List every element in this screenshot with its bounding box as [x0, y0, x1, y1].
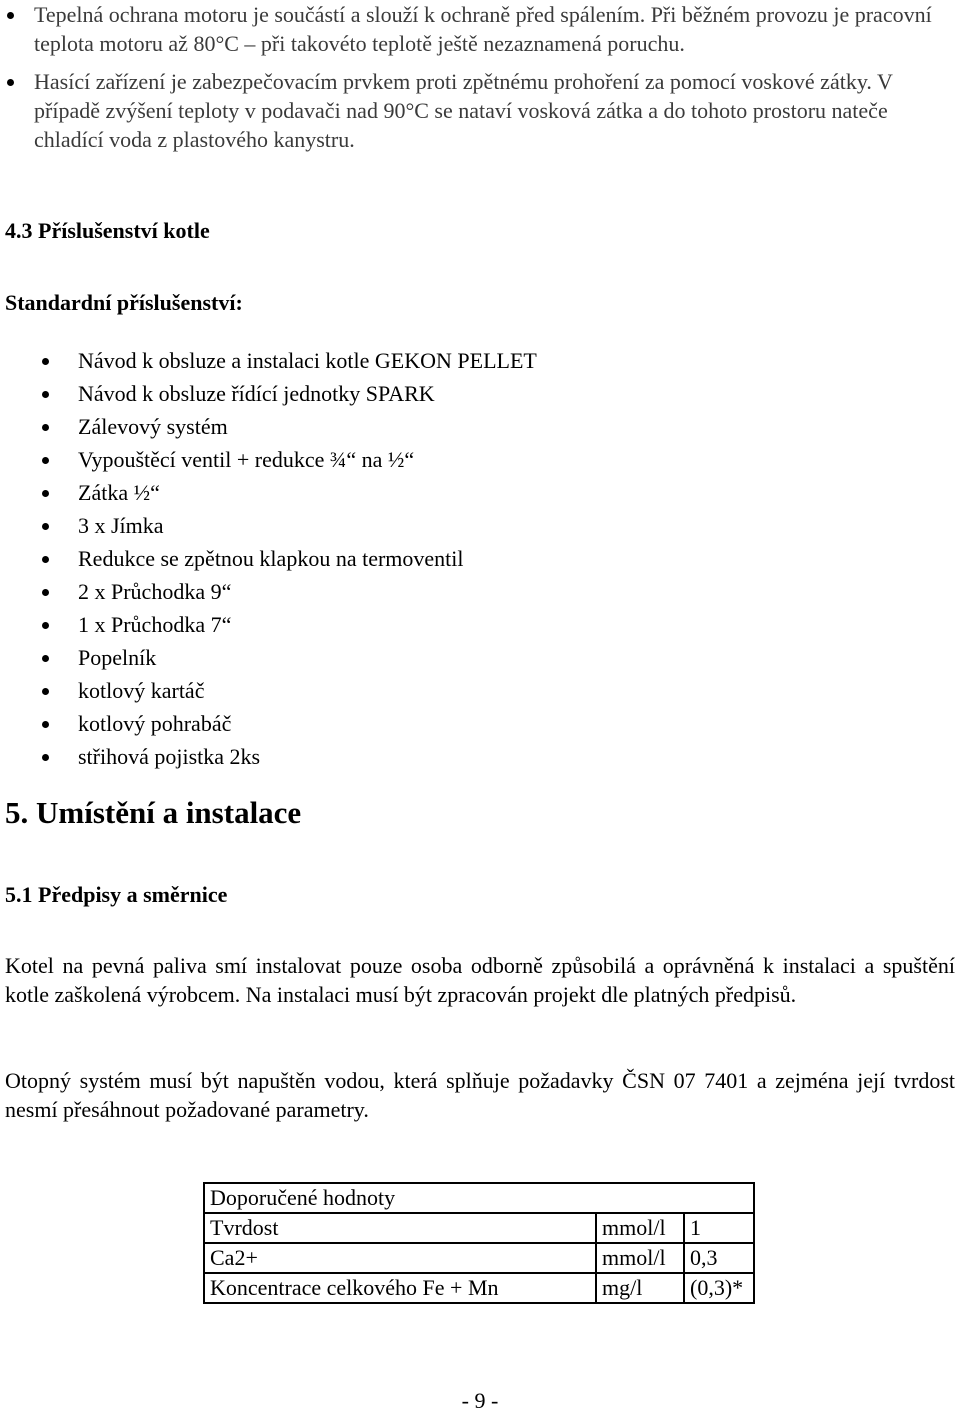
- accessories-list: [0, 346, 960, 775]
- page-number: - 9 -: [461, 1388, 499, 1413]
- list-item: Zálevový systém: [0, 412, 960, 445]
- list-item: kotlový kartáč: [0, 676, 960, 709]
- table-cell-name: Koncentrace celkového Fe + Mn: [204, 1273, 596, 1303]
- table-cell-name: Ca2+: [204, 1243, 596, 1273]
- table-cell-value: 0,3: [684, 1243, 754, 1273]
- list-item: Tepelná ochrana motoru je součástí a slouží k ochraně před spálením. Při běžném provozu je pracovní teplota motoru až 80°C – při takovéto teplotě ještě nezaznamená poruchu.: [0, 0, 960, 58]
- list-item: Hasící zařízení je zabezpečovacím prvkem proti zpětnému prohoření za pomocí voskové zátky. V případě zvýšení teploty v podavači nad 90°C se nataví vosková zátka a do tohoto prostoru nateče chladící voda z plastového kanystru.: [0, 67, 960, 154]
- paragraph-water-quality: Otopný systém musí být napuštěn vodou, která splňuje požadavky ČSN 07 7401 a zejména její tvrdost nesmí přesáhnout požadované parametry.: [5, 1068, 955, 1122]
- list-item: Redukce se zpětnou klapkou na termoventil: [0, 544, 960, 577]
- table-row: [204, 1243, 754, 1273]
- table-cell-unit: mg/l: [596, 1273, 684, 1303]
- intro-bullet-list: [0, 0, 960, 154]
- table-row: [204, 1273, 754, 1303]
- table-cell-unit: mmol/l: [596, 1243, 684, 1273]
- table-cell-unit: mmol/l: [596, 1213, 684, 1243]
- paragraph-installation: Kotel na pevná paliva smí instalovat pouze osoba odborně způsobilá a oprávněná k instalaci a spuštění kotle zaškolená výrobcem. Na instalaci musí být zpracován projekt dle platných předpisů.: [5, 953, 955, 1007]
- table-cell-name: Tvrdost: [204, 1213, 596, 1243]
- list-item: Vypouštěcí ventil + redukce ¾“ na ½“: [0, 445, 960, 478]
- list-item: Zátka ½“: [0, 478, 960, 511]
- subheading-standard-accessories: Standardní příslušenství:: [5, 290, 243, 315]
- list-item: Návod k obsluze řídící jednotky SPARK: [0, 379, 960, 412]
- list-item: střihová pojistka 2ks: [0, 742, 960, 775]
- section-heading-4-3: 4.3 Příslušenství kotle: [5, 218, 210, 243]
- table-header-row: [204, 1183, 754, 1213]
- table-row: [204, 1213, 754, 1243]
- table-cell-value: 1: [684, 1213, 754, 1243]
- list-item: 3 x Jímka: [0, 511, 960, 544]
- list-item: Popelník: [0, 643, 960, 676]
- recommended-values-table: [203, 1182, 755, 1304]
- table-cell-value: (0,3)*: [684, 1273, 754, 1303]
- list-item: Návod k obsluze a instalaci kotle GEKON PELLET: [0, 346, 960, 379]
- list-item: kotlový pohrabáč: [0, 709, 960, 742]
- section-heading-5-1: 5.1 Předpisy a směrnice: [5, 882, 228, 907]
- list-item: 1 x Průchodka 7“: [0, 610, 960, 643]
- table-header: Doporučené hodnoty: [204, 1183, 754, 1213]
- list-item: 2 x Průchodka 9“: [0, 577, 960, 610]
- section-heading-5: 5. Umístění a instalace: [5, 795, 302, 830]
